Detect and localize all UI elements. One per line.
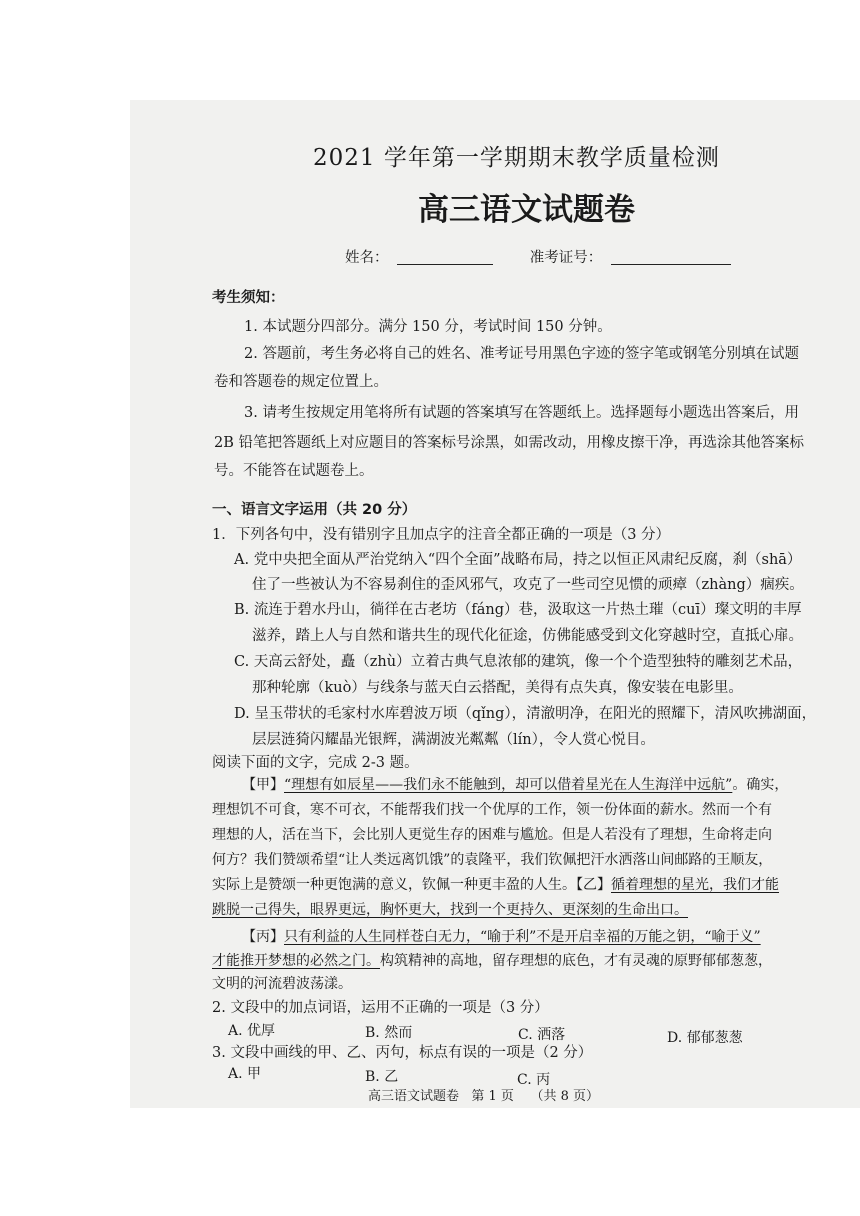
q1-option-b-line-2: 滋养，踏上人与自然和谐共生的现代化征途，仿佛能感受到文化穿越时空，直抵心扉。 [252, 628, 803, 644]
underlined-sentence-bing: 只有利益的人生同样苍白无力，“喻于利”不是开启幸福的万能之钥，“喻于义” [284, 929, 761, 945]
q2-option-a: A. 优厚 [228, 1023, 276, 1039]
passage-p1-line-1: 【甲】“理想有如辰星——我们永不能触到，却可以借着星光在人生海洋中远航”。确实， [242, 777, 789, 793]
underlined-sentence-jia: “理想有如辰星——我们永不能触到，却可以借着星光在人生海洋中远航” [284, 777, 733, 793]
passage-p1-line-2: 理想饥不可食，寒不可衣，不能帮我们找一个优厚的工作，领一份体面的薪水。然而一个有 [212, 802, 772, 818]
q2-option-c: C. 洒落 [518, 1027, 566, 1043]
passage-p1-line-4: 何方？我们赞颂希望“让人类远离饥饿”的袁隆平，我们钦佩把汗水洒落山间邮路的王顺友， [212, 852, 773, 868]
q1-option-d-line-2: 层层涟猗闪耀晶光银辉，满湖波光粼粼（lín），令人赏心悦目。 [252, 732, 655, 748]
id-field[interactable] [611, 248, 731, 265]
passage-p2-line-2: 才能推开梦想的必然之门。构筑精神的高地，留存理想的底色，才有灵魂的原野郁郁葱葱， [212, 953, 772, 969]
q2-option-d: D. 郁郁葱葱 [667, 1030, 743, 1046]
q1-option-a-line-2: 住了一些被认为不容易刹住的歪风邪气，攻克了一些司空见惯的顽瘴（zhàng）痼疾。 [252, 577, 804, 593]
notice-item-2-line-1: 2. 答题前，考生务必将自己的姓名、准考证号用黑色字迹的签字笔或钢笔分别填在试题 [244, 346, 799, 362]
q3-stem: 3. 文段中画线的甲、乙、丙句，标点有误的一项是（2 分） [212, 1045, 593, 1061]
q3-option-c: C. 丙 [517, 1072, 551, 1088]
name-field[interactable] [397, 248, 493, 265]
q1-option-b-line-1: B. 流连于碧水丹山，徜徉在古老坊（fáng）巷，汲取这一片热土璀（cuī）璨文明的丰厚 [234, 602, 802, 618]
passage-p2-line-1 [242, 927, 761, 947]
notice-item-3-line-2: 2B 铅笔把答题纸上对应题目的答案标号涂黑，如需改动，用橡皮擦干净，再选涂其他答案标 [214, 435, 804, 451]
marker-jia: 【甲】 [242, 777, 284, 793]
marker-bing: 【丙】 [242, 929, 284, 945]
name-label: 姓名： [345, 250, 389, 266]
q1-option-a-line-1: A. 党中央把全面从严治党纳入“四个全面”战略布局，持之以恒正风肃纪反腐，刹（shā） [234, 552, 802, 568]
notice-heading: 考生须知： [212, 290, 285, 306]
exam-paper [130, 100, 860, 1108]
passage-p1-line-3: 理想的人，活在当下，会比别人更觉生存的困难与尴尬。但是人若没有了理想，生命将走向 [212, 827, 772, 843]
passage-p1-line-6: 跳脱一己得失，眼界更远，胸怀更大，找到一个更持久、更深刻的生命出口。 [212, 902, 688, 918]
q1-option-c-line-1: C. 天高云舒处，矗（zhù）立着古典气息浓郁的建筑，像一个个造型独特的雕刻艺术品， [234, 654, 803, 670]
id-label: 准考证号： [529, 250, 603, 266]
candidate-info-row [345, 248, 731, 268]
q1-option-c-line-2: 那种轮廓（kuò）与线条与蓝天白云搭配，美得有点失真，像安装在电影里。 [252, 680, 743, 696]
page-footer: 高三语文试题卷 第 1 页 （共 8 页） [368, 1089, 599, 1104]
section-1-heading: 一、语言文字运用（共 20 分） [212, 502, 417, 518]
underlined-sentence-yi: 循着理想的星光，我们才能 [611, 877, 779, 893]
notice-item-3-line-3: 号。不能答在试题卷上。 [214, 463, 374, 479]
q1-stem: 1．下列各句中，没有错别字且加点字的注音全都正确的一项是（3 分） [212, 527, 671, 543]
notice-item-2-line-2: 卷和答题卷的规定位置上。 [214, 374, 388, 390]
q2-option-b: B. 然而 [365, 1025, 413, 1041]
q3-option-b: B. 乙 [365, 1069, 399, 1085]
q3-option-a: A. 甲 [228, 1066, 262, 1082]
reading-instruction: 阅读下面的文字，完成 2-3 题。 [212, 755, 419, 771]
exam-title-line: 2021 学年第一学期期末教学质量检测 [313, 145, 720, 171]
q1-option-d-line-1: D. 呈玉带状的毛家村水库碧波万顷（qǐng），清澈明净，在阳光的照耀下，清风吹拂湖面， [234, 706, 817, 722]
notice-item-1: 1. 本试题分四部分。满分 150 分，考试时间 150 分钟。 [244, 319, 612, 335]
notice-item-3-line-1: 3. 请考生按规定用笔将所有试题的答案填写在答题纸上。选择题每小题选出答案后，用 [244, 405, 799, 421]
paper-title: 高三语文试题卷 [418, 192, 635, 228]
q2-stem: 2. 文段中的加点词语，运用不正确的一项是（3 分） [212, 1000, 549, 1016]
passage-p1-line-5: 实际上是赞颂一种更饱满的意义，钦佩一种更丰盈的人生。【乙】循着理想的星光，我们才能 [212, 877, 779, 893]
passage-p2-line-3: 文明的河流碧波荡漾。 [212, 976, 352, 992]
